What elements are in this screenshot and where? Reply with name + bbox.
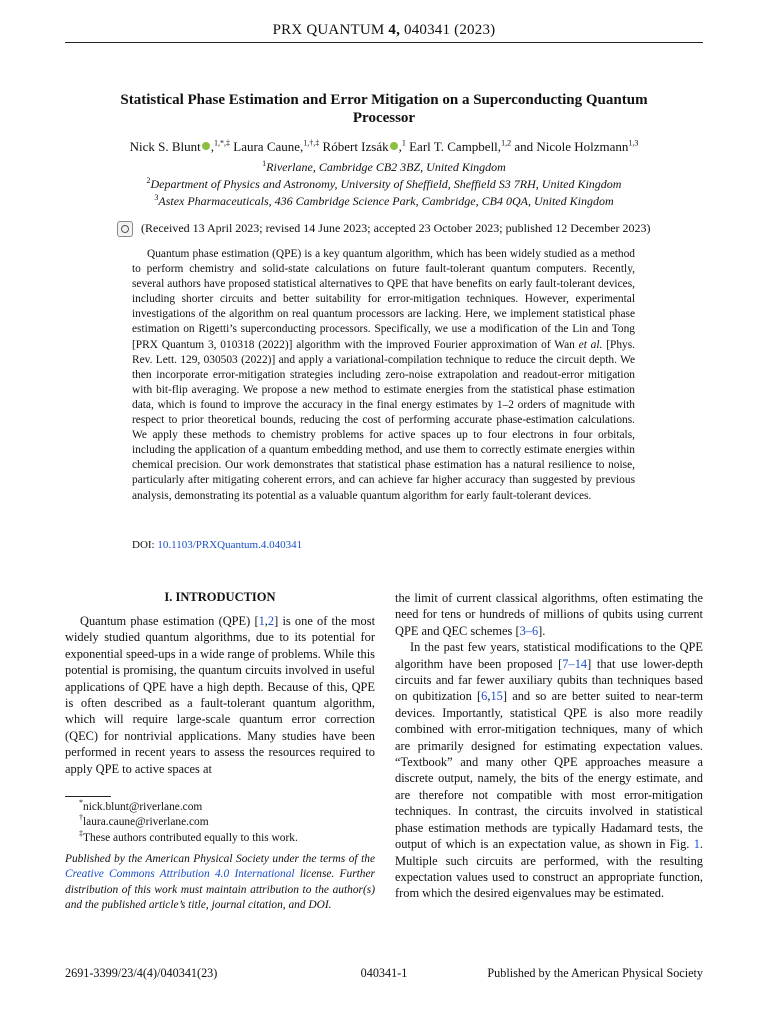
footnote-mark: † bbox=[79, 813, 83, 823]
doi bbox=[132, 539, 302, 551]
author-affiliation-marks: 1,†,‡ bbox=[303, 138, 320, 148]
journal-volume: 4, bbox=[388, 22, 401, 38]
article-number-year: 040341 (2023) bbox=[404, 22, 496, 38]
left-column bbox=[65, 590, 375, 777]
intro-paragraph-continued bbox=[395, 590, 703, 639]
body-text: ] and so are better suited to near-term devices. Importantly, statistical QPE is also more readily combined with error-mitigation techniques, many of which are primarily designed for estimating expectation values. “Textbook” and many other QPE approaches measure a discrete output, namely, the bits of the energy estimate, and are therefore not compatible with most error-mitigation techniques. In contrast, the circuits involved in statistical phase estimation methods are typically Hadamard tests, the output of which is an expectation value, as shown in Fig. bbox=[395, 689, 703, 852]
footnote-mark: ‡ bbox=[79, 828, 83, 838]
footnote-email[interactable]: laura.caune@riverlane.com bbox=[83, 816, 209, 829]
orcid-icon[interactable] bbox=[390, 142, 398, 150]
footnote bbox=[65, 828, 375, 846]
license-text: license. Further distribution of this work must maintain attribution to the author(s) and the published article’s title, journal citation, and DOI. bbox=[65, 868, 375, 911]
body-text: Quantum phase estimation (QPE) [ bbox=[80, 614, 259, 628]
footnote bbox=[65, 800, 375, 815]
abstract bbox=[132, 247, 635, 504]
abstract-text: Quantum phase estimation (QPE) is a key quantum algorithm, which has been widely studied as a method to perform chemistry and solid-state calculations on future fault-tolerant quantum computers. Recently, several authors have proposed statistical alternatives to QPE that have benefits on early fault-tolerant devices, including shorter circuits and better suitability for error-mitigation techniques. However, experimental investigations of the algorithm on real quantum processors are lacking. Here, we implement statistical phase estimation on Rigetti’s superconducting processors. Specifically, we use a modification of the Lin and Tong [PRX Quantum 3, 010318 (2022)] algorithm with the improved Fourier approximation of Wan bbox=[132, 248, 635, 351]
body-text: ]. bbox=[538, 623, 546, 638]
author-name: Nick S. Blunt bbox=[129, 139, 201, 154]
citation-link[interactable]: 1 bbox=[258, 614, 265, 628]
author-name: Earl T. Campbell, bbox=[409, 139, 502, 154]
right-column bbox=[395, 590, 703, 902]
affiliation-text: Department of Physics and Astronomy, University of Sheffield, Sheffield S3 7RH, United Kingdom bbox=[150, 177, 622, 191]
footnote-mark: * bbox=[79, 798, 83, 808]
abstract-text: [Phys. Rev. Lett. 129, 030503 (2022)] and apply a variational-compilation technique to reduce the circuit depth. We then incorporate error-mitigation strategies including zero-noise extrapolation and readout-error mitigation with bit-flip averaging. We propose a new method to estimate energies from the statistical phase estimation data, which is found to improve the accuracy in the final energy estimates by 1–2 orders of magnitude with respect to prior theoretical bounds, reducing the cost of performing accurate phase-estimation calculations. We apply these methods to chemistry problems for active spaces up to four electrons in four orbitals, including the application of a quantum embedding method, and use them to correctly estimate energies within chemical precision. Our work demonstrates that statistical phase estimation has a natural resilience to noise, particularly after mitigating coherent errors, and can achieve far higher accuracy than suggested by previous analysis, demonstrating its potential as a valuable quantum algorithm for early fault-tolerant devices. bbox=[132, 338, 635, 502]
footnote-text: These authors contributed equally to this work. bbox=[83, 831, 298, 844]
article-title: Statistical Phase Estimation and Error Mitigation on a Superconducting Quantum Processor bbox=[120, 92, 648, 126]
doi-label: DOI: bbox=[132, 539, 155, 551]
author-name: Laura Caune, bbox=[233, 139, 304, 154]
license-notice bbox=[65, 852, 375, 913]
affiliation-number: 1 bbox=[262, 159, 267, 168]
affiliation-text: Astex Pharmaceuticals, 436 Cambridge Science Park, Cambridge, CB4 0QA, United Kingdom bbox=[158, 194, 614, 208]
citation-link[interactable]: 15 bbox=[490, 689, 503, 704]
citation-link[interactable]: 2 bbox=[267, 614, 275, 628]
orcid-icon[interactable] bbox=[202, 142, 210, 150]
citation-link[interactable]: 6 bbox=[481, 689, 488, 704]
author-name: and Nicole Holzmann bbox=[514, 139, 629, 154]
received-dates: (Received 13 April 2023; revised 14 June 2023; accepted 23 October 2023; published 12 December 2023) bbox=[141, 221, 651, 235]
doi-link[interactable]: 10.1103/PRXQuantum.4.040341 bbox=[157, 539, 303, 551]
affiliation bbox=[60, 160, 708, 175]
intro-paragraph bbox=[395, 639, 703, 902]
affiliation bbox=[60, 177, 708, 192]
body-text: ] is one of the most widely studied quantum algorithms, due to its potential for exponential speed-ups in a wide range of problems. While this potential is promising, the quantum circuits involved in useful applications of QPE have a high depth. Because of this, QPE is often described as a fault-tolerant quantum algorithm, which will require large-scale quantum error correction (QEC) for nontrivial applications. Many studies have been performed in recent years to assess the resources required to apply QPE to active spaces at bbox=[65, 614, 376, 776]
license-link[interactable]: Creative Commons Attribution 4.0 International bbox=[65, 868, 295, 881]
affiliation-number: 2 bbox=[146, 176, 151, 185]
footnote-rule bbox=[65, 796, 111, 797]
footer-page-number: 040341-1 bbox=[360, 966, 408, 980]
footer-publisher: Published by the American Physical Society bbox=[487, 966, 703, 980]
received-dates-row bbox=[117, 220, 677, 238]
journal-header bbox=[0, 22, 768, 39]
check-for-updates-icon[interactable] bbox=[117, 221, 133, 237]
body-text: the limit of current classical algorithms, often estimating the need for tens or hundreds of millions of qubits using current QPE and QEC schemes [ bbox=[395, 591, 703, 638]
header-rule bbox=[65, 42, 703, 43]
author-affiliation-marks: 1 bbox=[401, 138, 406, 148]
author-affiliation-marks: 1,3 bbox=[628, 138, 639, 148]
body-text: In the past few years, statistical modifications to the QPE algorithm have been proposed [ bbox=[395, 640, 703, 671]
author-affiliation-marks: 1,*,‡ bbox=[214, 138, 231, 148]
journal-name: PRX QUANTUM bbox=[272, 22, 385, 38]
footnote-email[interactable]: nick.blunt@riverlane.com bbox=[83, 801, 203, 813]
affiliation-text: Riverlane, Cambridge CB2 3BZ, United Kingdom bbox=[266, 160, 506, 174]
affiliation-number: 3 bbox=[154, 193, 159, 202]
footnotes bbox=[65, 800, 375, 846]
figure-link[interactable]: 1 bbox=[693, 837, 700, 852]
section-heading: I. INTRODUCTION bbox=[164, 590, 276, 604]
author-list: Nick S. Blunt ,$^{1,*,\ddagger}$ Laura Caune,$^{1,\dagger,\ddagger}$ Róbert Izsák ,$^1$ Earl T. Campbell,$^{1,2}$ and Nicole Holzmann$^{1,3}$ bbox=[129, 138, 639, 154]
abstract-text-italic: et al. bbox=[578, 338, 603, 351]
license-text: Published by the American Physical Society under the terms of the bbox=[65, 853, 375, 865]
intro-paragraph bbox=[65, 613, 375, 777]
body-text: , bbox=[264, 614, 268, 628]
affiliation bbox=[60, 194, 708, 209]
citation-link[interactable]: 7–14 bbox=[562, 656, 588, 671]
author-affiliation-marks: 1,2 bbox=[501, 138, 512, 148]
footnote bbox=[65, 815, 375, 830]
body-text: ] that use lower-depth circuits and far fewer auxiliary qubits than techniques based on qubitization [ bbox=[395, 656, 703, 704]
footer-issn: 2691-3399/23/4(4)/040341(23) bbox=[65, 966, 218, 980]
body-text: , bbox=[487, 689, 491, 704]
author-name: Róbert Izsák bbox=[322, 139, 389, 154]
citation-link[interactable]: 3–6 bbox=[519, 623, 539, 638]
body-text: . Multiple such circuits are performed, with the resulting expectation values used to construct an appropriate function, from which the desired eigenvalues may be estimated. bbox=[395, 837, 703, 901]
